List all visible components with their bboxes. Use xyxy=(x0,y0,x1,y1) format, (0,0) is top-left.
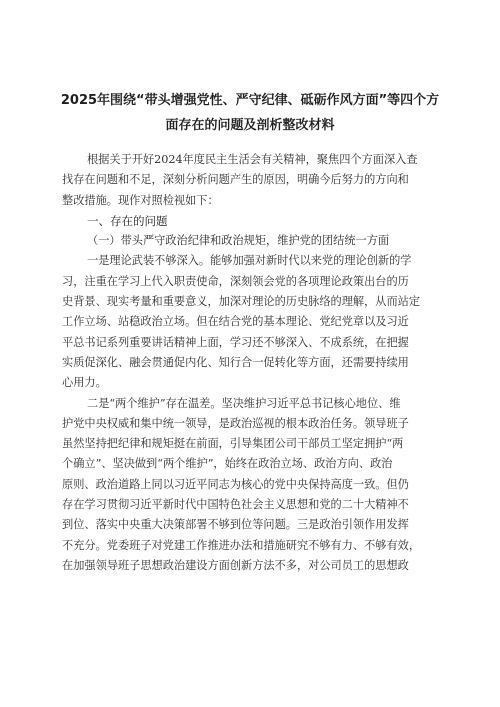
paragraph-line: 存在学习贯彻习近平新时代中国特色社会主义思想和党的二十大精神不 xyxy=(62,498,409,512)
paragraph-line: 史背景、现实考量和重要意义，加深对理论的历史脉络的理解，从而站定 xyxy=(62,295,421,309)
section-heading: （一）带头严守政治纪律和政治规矩，维护党的团结统一方面 xyxy=(87,234,390,248)
paragraph-line: 在加强领导班子思想政治建设方面创新方法不多，对公司员工的思想政 xyxy=(62,558,409,572)
document-title-line-2: 面存在的问题及剖析整改材料 xyxy=(165,118,335,133)
paragraph-line: 护党中央权威和集中统一领导，是政治巡视的根本政治任务。领导班子 xyxy=(62,416,409,430)
document-title-line-1: 2025年围绕“带头增强党性、严守纪律、砥砺作风方面”等四个方 xyxy=(60,93,440,108)
section-heading: 一、存在的问题 xyxy=(87,213,168,228)
paragraph-line: 心用力。 xyxy=(62,376,107,390)
paragraph-line: 到位、落实中央重大决策部署不够到位等问题。三是政治引领作用发挥 xyxy=(62,518,409,532)
paragraph-line: 工作立场、站稳政治立场。但在结合党的基本理论、党纪党章以及习近 xyxy=(62,315,409,329)
paragraph-line: 个确立”、坚决做到“两个维护”，始终在政治立场、政治方向、政治 xyxy=(62,457,393,471)
document-body xyxy=(62,150,460,576)
paragraph-line: 习，注重在学习上代入职责使命，深刻领会党的各项理论政策出台的历 xyxy=(62,274,409,288)
paragraph-line: 一是理论武装不够深入。能够加强对新时代以来党的理论创新的学 xyxy=(87,254,412,268)
paragraph-line: 平总书记系列重要讲话精神上面，学习还不够深入、不成系统，在把握 xyxy=(62,335,409,349)
paragraph-line: 找存在问题和不足，深刻分析问题产生的原因，明确今后努力的方向和 xyxy=(62,173,409,187)
paragraph-line: 原则、政治道路上同以习近平同志为核心的党中央保持高度一致。但仍 xyxy=(62,477,409,491)
paragraph-line: 整改措施。现作对照检视如下： xyxy=(62,193,219,207)
paragraph-line: 根据关于开好2024年度民主生活会有关精神，聚焦四个方面深入查 xyxy=(87,153,418,166)
paragraph-line: 二是“两个维护”存在温差。坚决维护习近平总书记核心地位、维 xyxy=(87,396,401,410)
paragraph-line: 虽然坚持把纪律和规矩挺在前面，引导集团公司干部员工坚定拥护“两 xyxy=(62,437,404,451)
paragraph-line: 实质促深化、融会贯通促内化、知行合一促转化等方面，还需要持续用 xyxy=(62,355,409,369)
paragraph-line: 不充分。党委班子对党建工作推进办法和措施研究不够有力、不够有效， xyxy=(62,538,421,552)
